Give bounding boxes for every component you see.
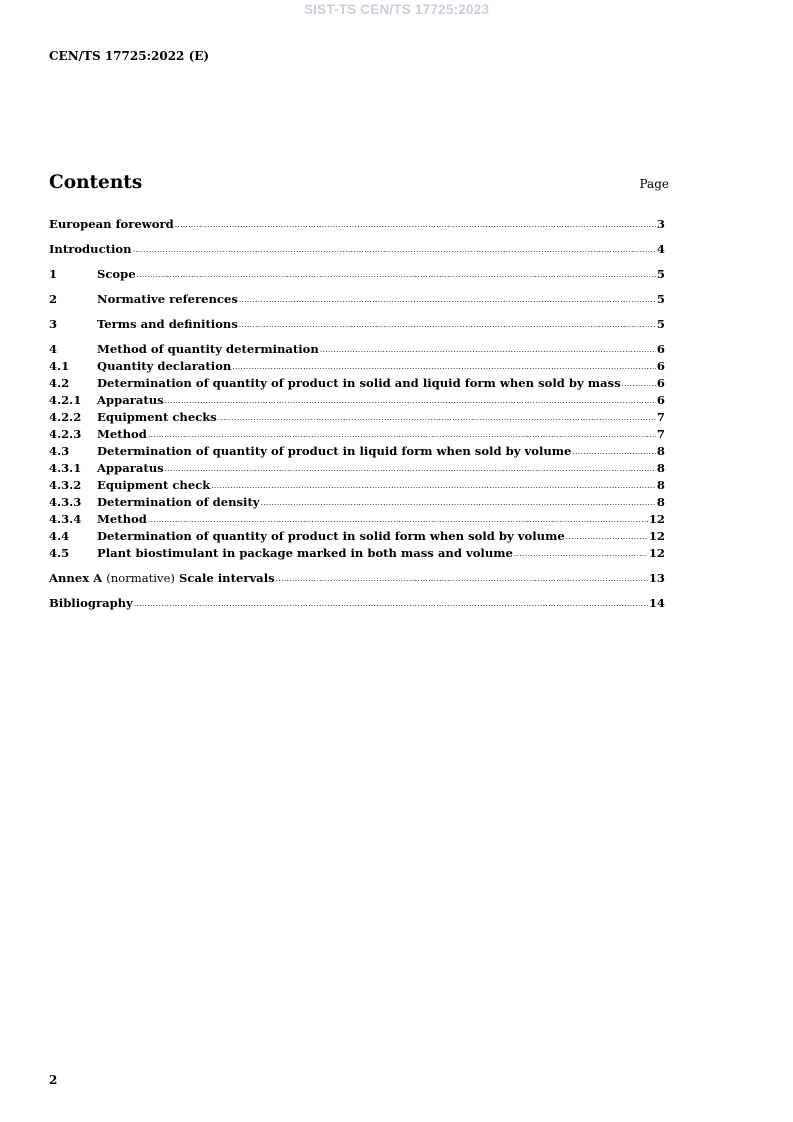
toc-entry-number: 4.3.4 <box>49 512 82 526</box>
dot-leader <box>514 546 648 563</box>
dot-leader <box>622 376 656 393</box>
dot-leader <box>276 571 648 588</box>
toc-entry-label: Plant biostimulant in package marked in both mass and volume <box>97 546 513 560</box>
dot-leader <box>572 444 655 461</box>
dot-leader <box>218 410 656 427</box>
toc-entry-label: Introduction <box>49 242 132 256</box>
toc-entry-number: 1 <box>49 267 58 281</box>
dot-leader <box>165 461 656 478</box>
toc-entry-method-mass[interactable] <box>49 426 665 443</box>
toc-entry-number: 4.5 <box>49 546 70 560</box>
toc-entry-normative-references[interactable] <box>49 291 665 308</box>
toc-entry-bibliography[interactable] <box>49 595 665 612</box>
toc-entry-label: Method <box>97 512 147 526</box>
toc-entry-mass-and-volume[interactable] <box>49 545 665 562</box>
toc-entry-apparatus-volume[interactable] <box>49 460 665 477</box>
toc-entry-label: Terms and definitions <box>97 317 238 331</box>
toc-entry-scope[interactable] <box>49 266 665 283</box>
toc-entry-annex-a[interactable] <box>49 570 665 587</box>
toc-entry-number: 4.2.1 <box>49 393 82 407</box>
toc-entry-european-foreword[interactable] <box>49 216 665 233</box>
toc-entry-equipment-checks[interactable] <box>49 409 665 426</box>
toc-entry-number: 4.3.1 <box>49 461 82 475</box>
toc-entry-page: 6 <box>656 376 665 390</box>
dot-leader <box>175 217 656 234</box>
toc-entry-page: 6 <box>656 342 665 356</box>
table-of-contents <box>49 216 665 612</box>
dot-leader <box>134 596 648 613</box>
toc-entry-label: Scope <box>97 267 136 281</box>
dot-leader <box>261 495 656 512</box>
toc-entry-number: 4.3.3 <box>49 495 82 509</box>
toc-entry-page: 12 <box>648 546 665 560</box>
toc-entry-page: 7 <box>656 410 665 424</box>
toc-entry-label: Quantity declaration <box>97 359 232 373</box>
toc-entry-label: Equipment checks <box>97 410 217 424</box>
toc-entry-page: 5 <box>656 267 665 281</box>
dot-leader <box>148 512 648 529</box>
dot-leader <box>137 267 656 284</box>
dot-leader <box>211 478 656 495</box>
toc-entry-page: 8 <box>656 478 665 492</box>
toc-entry-label: Bibliography <box>49 596 133 610</box>
toc-entry-page: 6 <box>656 359 665 373</box>
toc-entry-number: 4 <box>49 342 58 356</box>
toc-entry-terms-and-definitions[interactable] <box>49 316 665 333</box>
toc-entry-page: 8 <box>656 495 665 509</box>
toc-entry-page: 13 <box>648 571 665 585</box>
toc-entry-label: Apparatus <box>97 461 164 475</box>
toc-entry-quantity-declaration[interactable] <box>49 358 665 375</box>
contents-title: Contents <box>49 172 143 193</box>
toc-entry-number: 4.1 <box>49 359 70 373</box>
toc-entry-page: 5 <box>656 292 665 306</box>
toc-entry-label <box>49 570 275 587</box>
toc-entry-quantity-by-mass[interactable] <box>49 375 665 392</box>
annex-prefix: Annex A <box>49 571 103 585</box>
toc-entry-page: 12 <box>648 529 665 543</box>
toc-entry-introduction[interactable] <box>49 241 665 258</box>
toc-entry-number: 4.2 <box>49 376 70 390</box>
dot-leader <box>133 242 656 259</box>
annex-title: Scale intervals <box>179 571 275 585</box>
toc-entry-page: 12 <box>648 512 665 526</box>
toc-entry-method-of-quantity-determination[interactable] <box>49 341 665 358</box>
toc-entry-label: Apparatus <box>97 393 164 407</box>
toc-entry-page: 6 <box>656 393 665 407</box>
page-number: 2 <box>49 1073 58 1087</box>
toc-entry-page: 4 <box>656 242 665 256</box>
toc-entry-page: 5 <box>656 317 665 331</box>
watermark: SIST-TS CEN/TS 17725:2023 <box>303 2 490 17</box>
dot-leader <box>165 393 656 410</box>
document-reference: CEN/TS 17725:2022 (E) <box>49 49 210 63</box>
toc-entry-liquid-by-volume[interactable] <box>49 443 665 460</box>
toc-entry-label: Determination of quantity of product in solid form when sold by volume <box>97 529 565 543</box>
toc-entry-page: 8 <box>656 461 665 475</box>
toc-entry-number: 4.2.2 <box>49 410 82 424</box>
toc-entry-equipment-check[interactable] <box>49 477 665 494</box>
toc-entry-page: 8 <box>656 444 665 458</box>
toc-entry-number: 4.2.3 <box>49 427 82 441</box>
dot-leader <box>148 427 656 444</box>
annex-type: (normative) <box>106 571 175 585</box>
dot-leader <box>239 292 656 309</box>
toc-entry-page: 7 <box>656 427 665 441</box>
toc-entry-label: Equipment check <box>97 478 211 492</box>
toc-entry-number: 4.3.2 <box>49 478 82 492</box>
toc-entry-determination-of-density[interactable] <box>49 494 665 511</box>
toc-entry-method-volume[interactable] <box>49 511 665 528</box>
toc-entry-solid-by-volume[interactable] <box>49 528 665 545</box>
toc-entry-number: 4.4 <box>49 529 70 543</box>
toc-entry-number: 4.3 <box>49 444 70 458</box>
dot-leader <box>239 317 656 334</box>
toc-entry-page: 14 <box>648 596 665 610</box>
toc-entry-label: Determination of density <box>97 495 260 509</box>
toc-entry-label: Determination of quantity of product in liquid form when sold by volume <box>97 444 572 458</box>
toc-entry-number: 2 <box>49 292 58 306</box>
toc-entry-page: 3 <box>656 217 665 231</box>
toc-entry-label: Method of quantity determination <box>97 342 319 356</box>
toc-entry-label: Method <box>97 427 147 441</box>
dot-leader <box>566 529 648 546</box>
toc-entry-label: Normative references <box>97 292 238 306</box>
toc-entry-number: 3 <box>49 317 58 331</box>
dot-leader <box>232 359 656 376</box>
toc-entry-label: European foreword <box>49 217 174 231</box>
toc-entry-apparatus-mass[interactable] <box>49 392 665 409</box>
dot-leader <box>320 342 656 359</box>
page-column-label: Page <box>639 177 669 191</box>
toc-entry-label: Determination of quantity of product in solid and liquid form when sold by mass <box>97 376 621 390</box>
